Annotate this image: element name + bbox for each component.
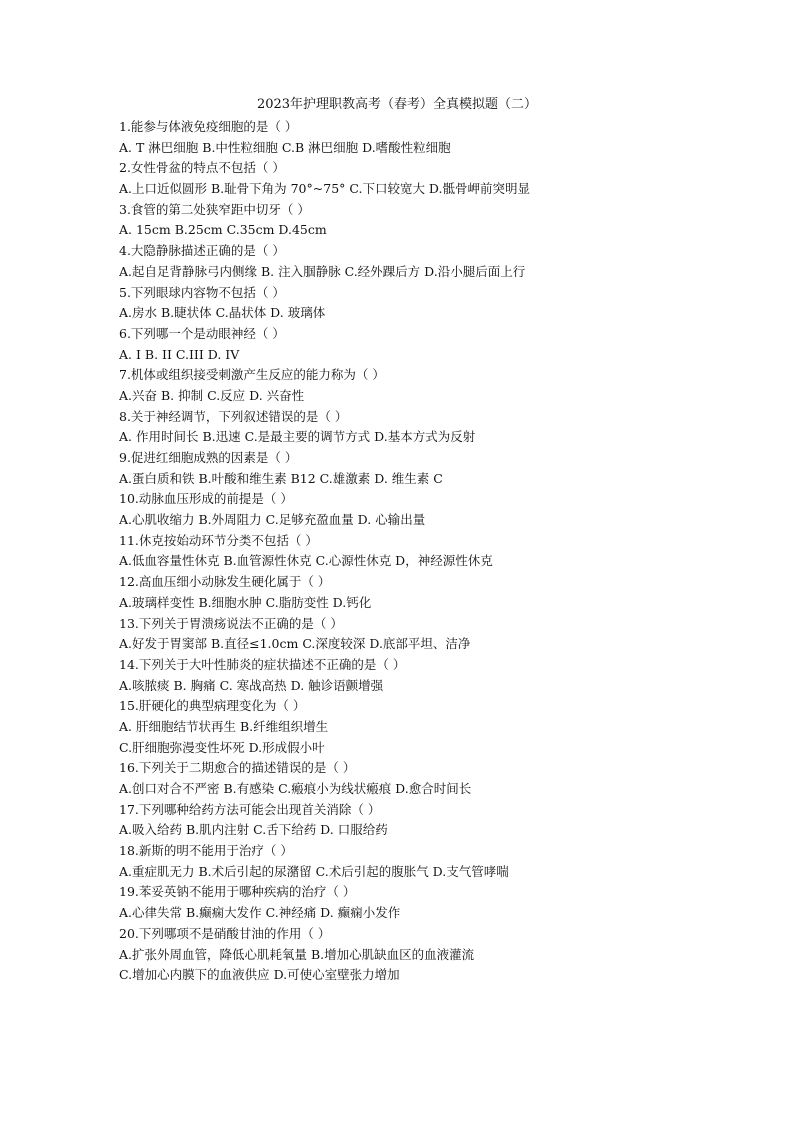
text-line: A.房水 B.睫状体 C.晶状体 D. 玻璃体 (119, 305, 326, 321)
text-line: 2.女性骨盆的特点不包括（ ） (119, 160, 285, 176)
text-line: A.咳脓痰 B. 胸痛 C. 寒战高热 D. 触诊语颤增强 (119, 677, 384, 693)
text-line: 13.下列关于胃溃疡说法不正确的是（ ） (119, 615, 343, 631)
text-line: 6.下列哪一个是动眼神经（ ） (119, 325, 285, 341)
text-line: 3.食管的第二处狭窄距中切牙（ ） (119, 201, 310, 217)
text-line: A. 肝细胞结节状再生 B.纤维组织增生 (119, 718, 329, 734)
text-line: C.增加心内膜下的血液供应 D.可使心室壁张力增加 (119, 967, 400, 983)
text-line: A.重症肌无力 B.术后引起的尿潴留 C.术后引起的腹胀气 D.支气管哮喘 (119, 863, 509, 879)
text-line: A.好发于胃窦部 B.直径≤1.0cm C.深度较深 D.底部平坦、洁净 (119, 636, 471, 652)
text-line: A. T 淋巴细胞 B.中性粒细胞 C.B 淋巴细胞 D.嗜酸性粒细胞 (119, 139, 451, 155)
text-line: A.玻璃样变性 B.细胞水肿 C.脂肪变性 D.钙化 (119, 594, 372, 610)
text-line: A.上口近似圆形 B.耻骨下角为 70°~75° C.下口较宽大 D.骶骨岬前突明显 (119, 181, 530, 197)
text-line: 8.关于神经调节，下列叙述错误的是（ ） (119, 408, 348, 424)
text-line: 19.苯妥英钠不能用于哪种疾病的治疗（ ） (119, 884, 356, 900)
text-line: 12.高血压细小动脉发生硬化属于（ ） (119, 574, 331, 590)
text-line: 16.下列关于二期愈合的描述错误的是（ ） (119, 760, 356, 776)
text-line: 20.下列哪项不是硝酸甘油的作用（ ） (119, 925, 331, 941)
text-line: 15.肝硬化的典型病理变化为（ ） (119, 698, 306, 714)
text-line: 7.机体或组织接受刺激产生反应的能力称为（ ） (119, 367, 385, 383)
text-line: A. I B. II C.III D. IV (119, 346, 240, 362)
question-list (119, 117, 759, 986)
text-line: A.低血容量性休克 B.血管源性休克 C.心源性休克 D，神经源性休克 (119, 553, 493, 569)
text-line: 18.新斯的明不能用于治疗（ ） (119, 843, 293, 859)
text-line: A.扩张外周血管，降低心肌耗氧量 B.增加心肌缺血区的血液灌流 (119, 946, 475, 962)
text-line: 9.促进红细胞成熟的因素是（ ） (119, 450, 298, 465)
text-line: A.起自足背静脉弓内侧缘 B. 注入腘静脉 C.经外踝后方 D.沿小腿后面上行 (119, 263, 526, 279)
text-line: A. 15cm B.25cm C.35cm D.45cm (119, 222, 327, 238)
text-line: 1.能参与体液免疫细胞的是（ ） (119, 119, 298, 134)
text-line: A.心律失常 B.癫痫大发作 C.神经痛 D. 癫痫小发作 (119, 905, 401, 921)
text-line: A.兴奋 B. 抑制 C.反应 D. 兴奋性 (119, 387, 305, 403)
text-line: A.吸入给药 B.肌内注射 C.舌下给药 D. 口服给药 (119, 822, 388, 838)
text-line: 17.下列哪种给药方法可能会出现首关消除（ ） (119, 801, 381, 817)
text-line: 4.大隐静脉描述正确的是（ ） (119, 243, 285, 259)
text-line: 14.下列关于大叶性肺炎的症状描述不正确的是（ ） (119, 656, 406, 672)
text-line: A.创口对合不严密 B.有感染 C.瘢痕小为线状瘢痕 D.愈合时间长 (119, 781, 472, 796)
text-line: 10.动脉血压形成的前提是（ ） (119, 491, 293, 507)
text-line: A.心肌收缩力 B.外周阻力 C.足够充盈血量 D. 心输出量 (119, 512, 426, 528)
document-title: 2023年护理职教高考（春考）全真模拟题（二） (256, 97, 538, 112)
text-line: 11.休克按始动环节分类不包括（ ） (119, 532, 318, 548)
text-line: A. 作用时间长 B.迅速 C.是最主要的调节方式 D.基本方式为反射 (119, 429, 476, 445)
text-line: C.肝细胞弥漫变性坏死 D.形成假小叶 (119, 739, 325, 755)
text-line: 5.下列眼球内容物不包括（ ） (119, 284, 285, 300)
text-line: A.蛋白质和铁 B.叶酸和维生素 B12 C.雄激素 D. 维生素 C (119, 470, 443, 486)
